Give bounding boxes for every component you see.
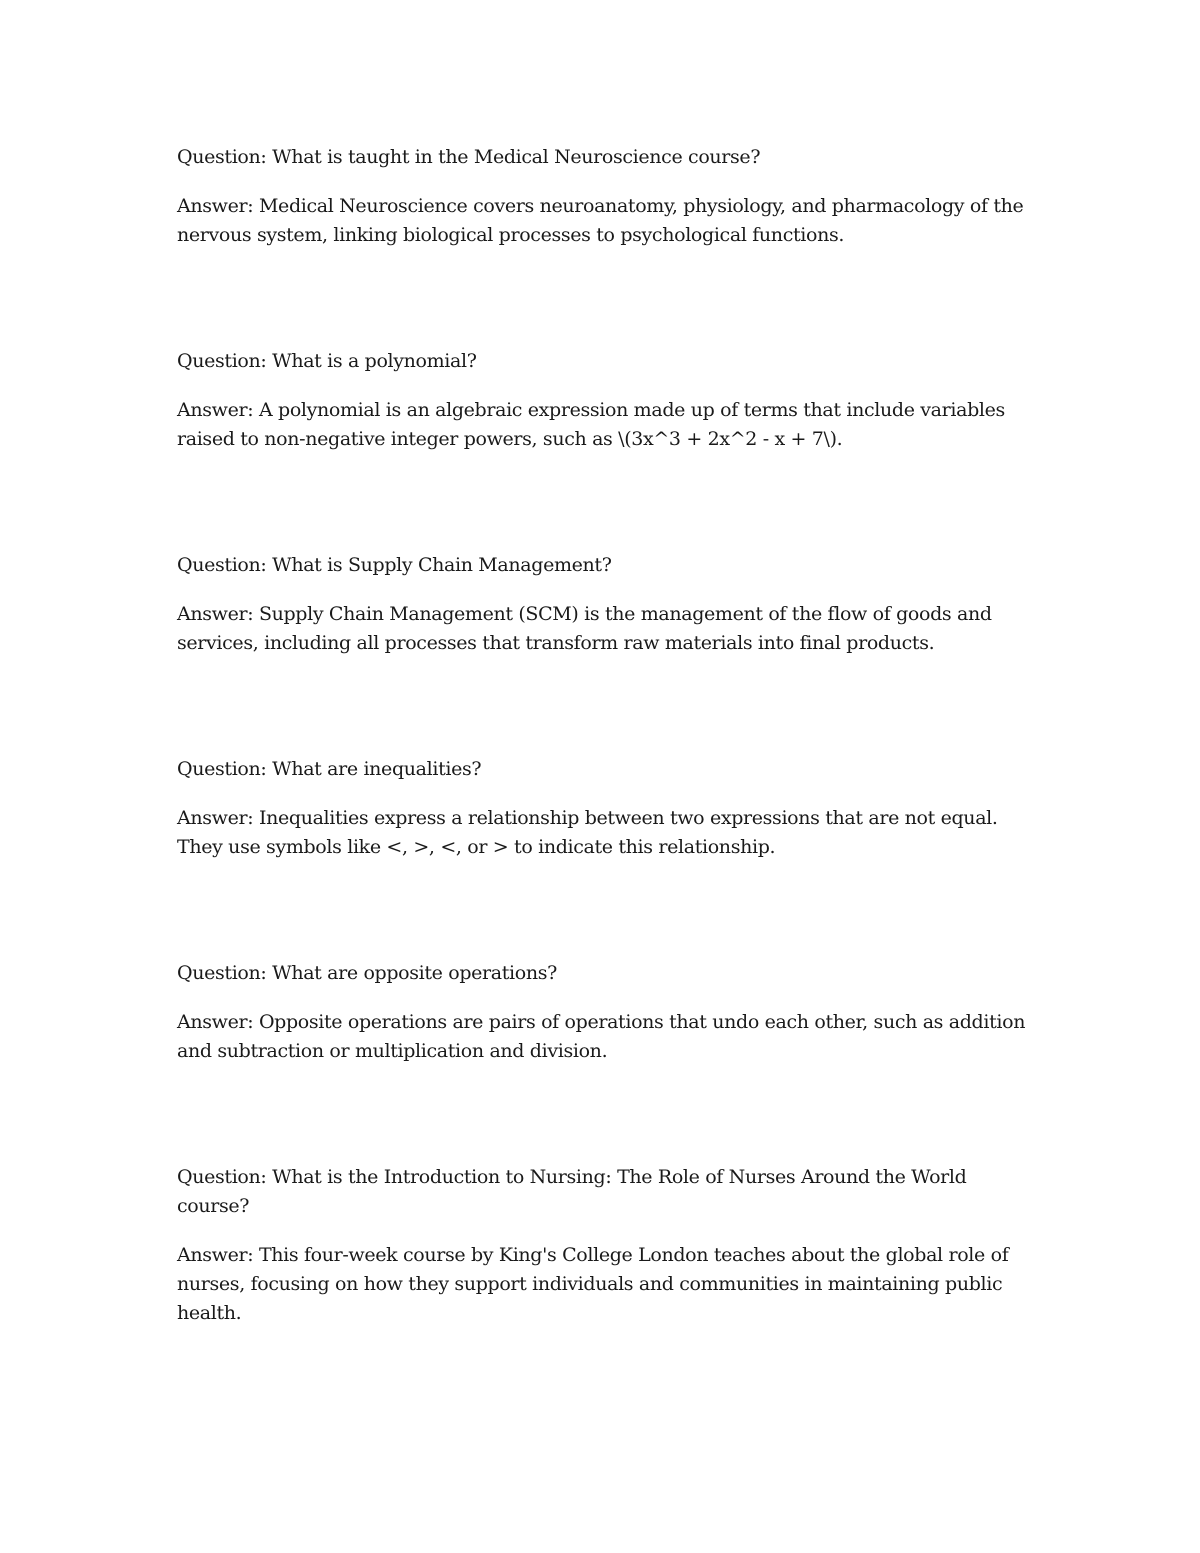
answer-text: Answer: Medical Neuroscience covers neuroanatomy, physiology, and pharmacology of the nervous system, linking biological processes to psychological functions. [177,195,1024,246]
question-text: Question: What is the Introduction to Nursing: The Role of Nurses Around the World course? [177,1166,967,1217]
qa-item [177,551,1027,755]
question-text: Question: What is a polynomial? [177,350,477,372]
answer-text: Answer: A polynomial is an algebraic expression made up of terms that include variables raised to non-negative integer powers, such as \(3x^3 + 2x^2 - x + 7\). [177,399,1005,450]
answer-text: Answer: This four-week course by King's College London teaches about the global role of nurses, focusing on how they support individuals and communities in maintaining public health. [177,1244,1009,1324]
answer-text: Answer: Opposite operations are pairs of operations that undo each other, such as addition and subtraction or multiplication and division. [177,1011,1026,1062]
document-content [177,143,1027,1367]
question-text: Question: What are opposite operations? [177,962,557,984]
question-text: Question: What are inequalities? [177,758,482,780]
question-text: Question: What is Supply Chain Management? [177,554,612,576]
qa-item [177,347,1027,551]
question-text: Question: What is taught in the Medical Neuroscience course? [177,146,761,168]
answer-text: Answer: Inequalities express a relationship between two expressions that are not equal. They use symbols like <, >, <, or > to indicate this relationship. [177,807,998,858]
qa-item [177,959,1027,1163]
qa-item [177,755,1027,959]
qa-item [177,143,1027,347]
answer-text: Answer: Supply Chain Management (SCM) is the management of the flow of goods and services, including all processes that transform raw materials into final products. [177,603,992,654]
qa-item [177,1163,1027,1367]
